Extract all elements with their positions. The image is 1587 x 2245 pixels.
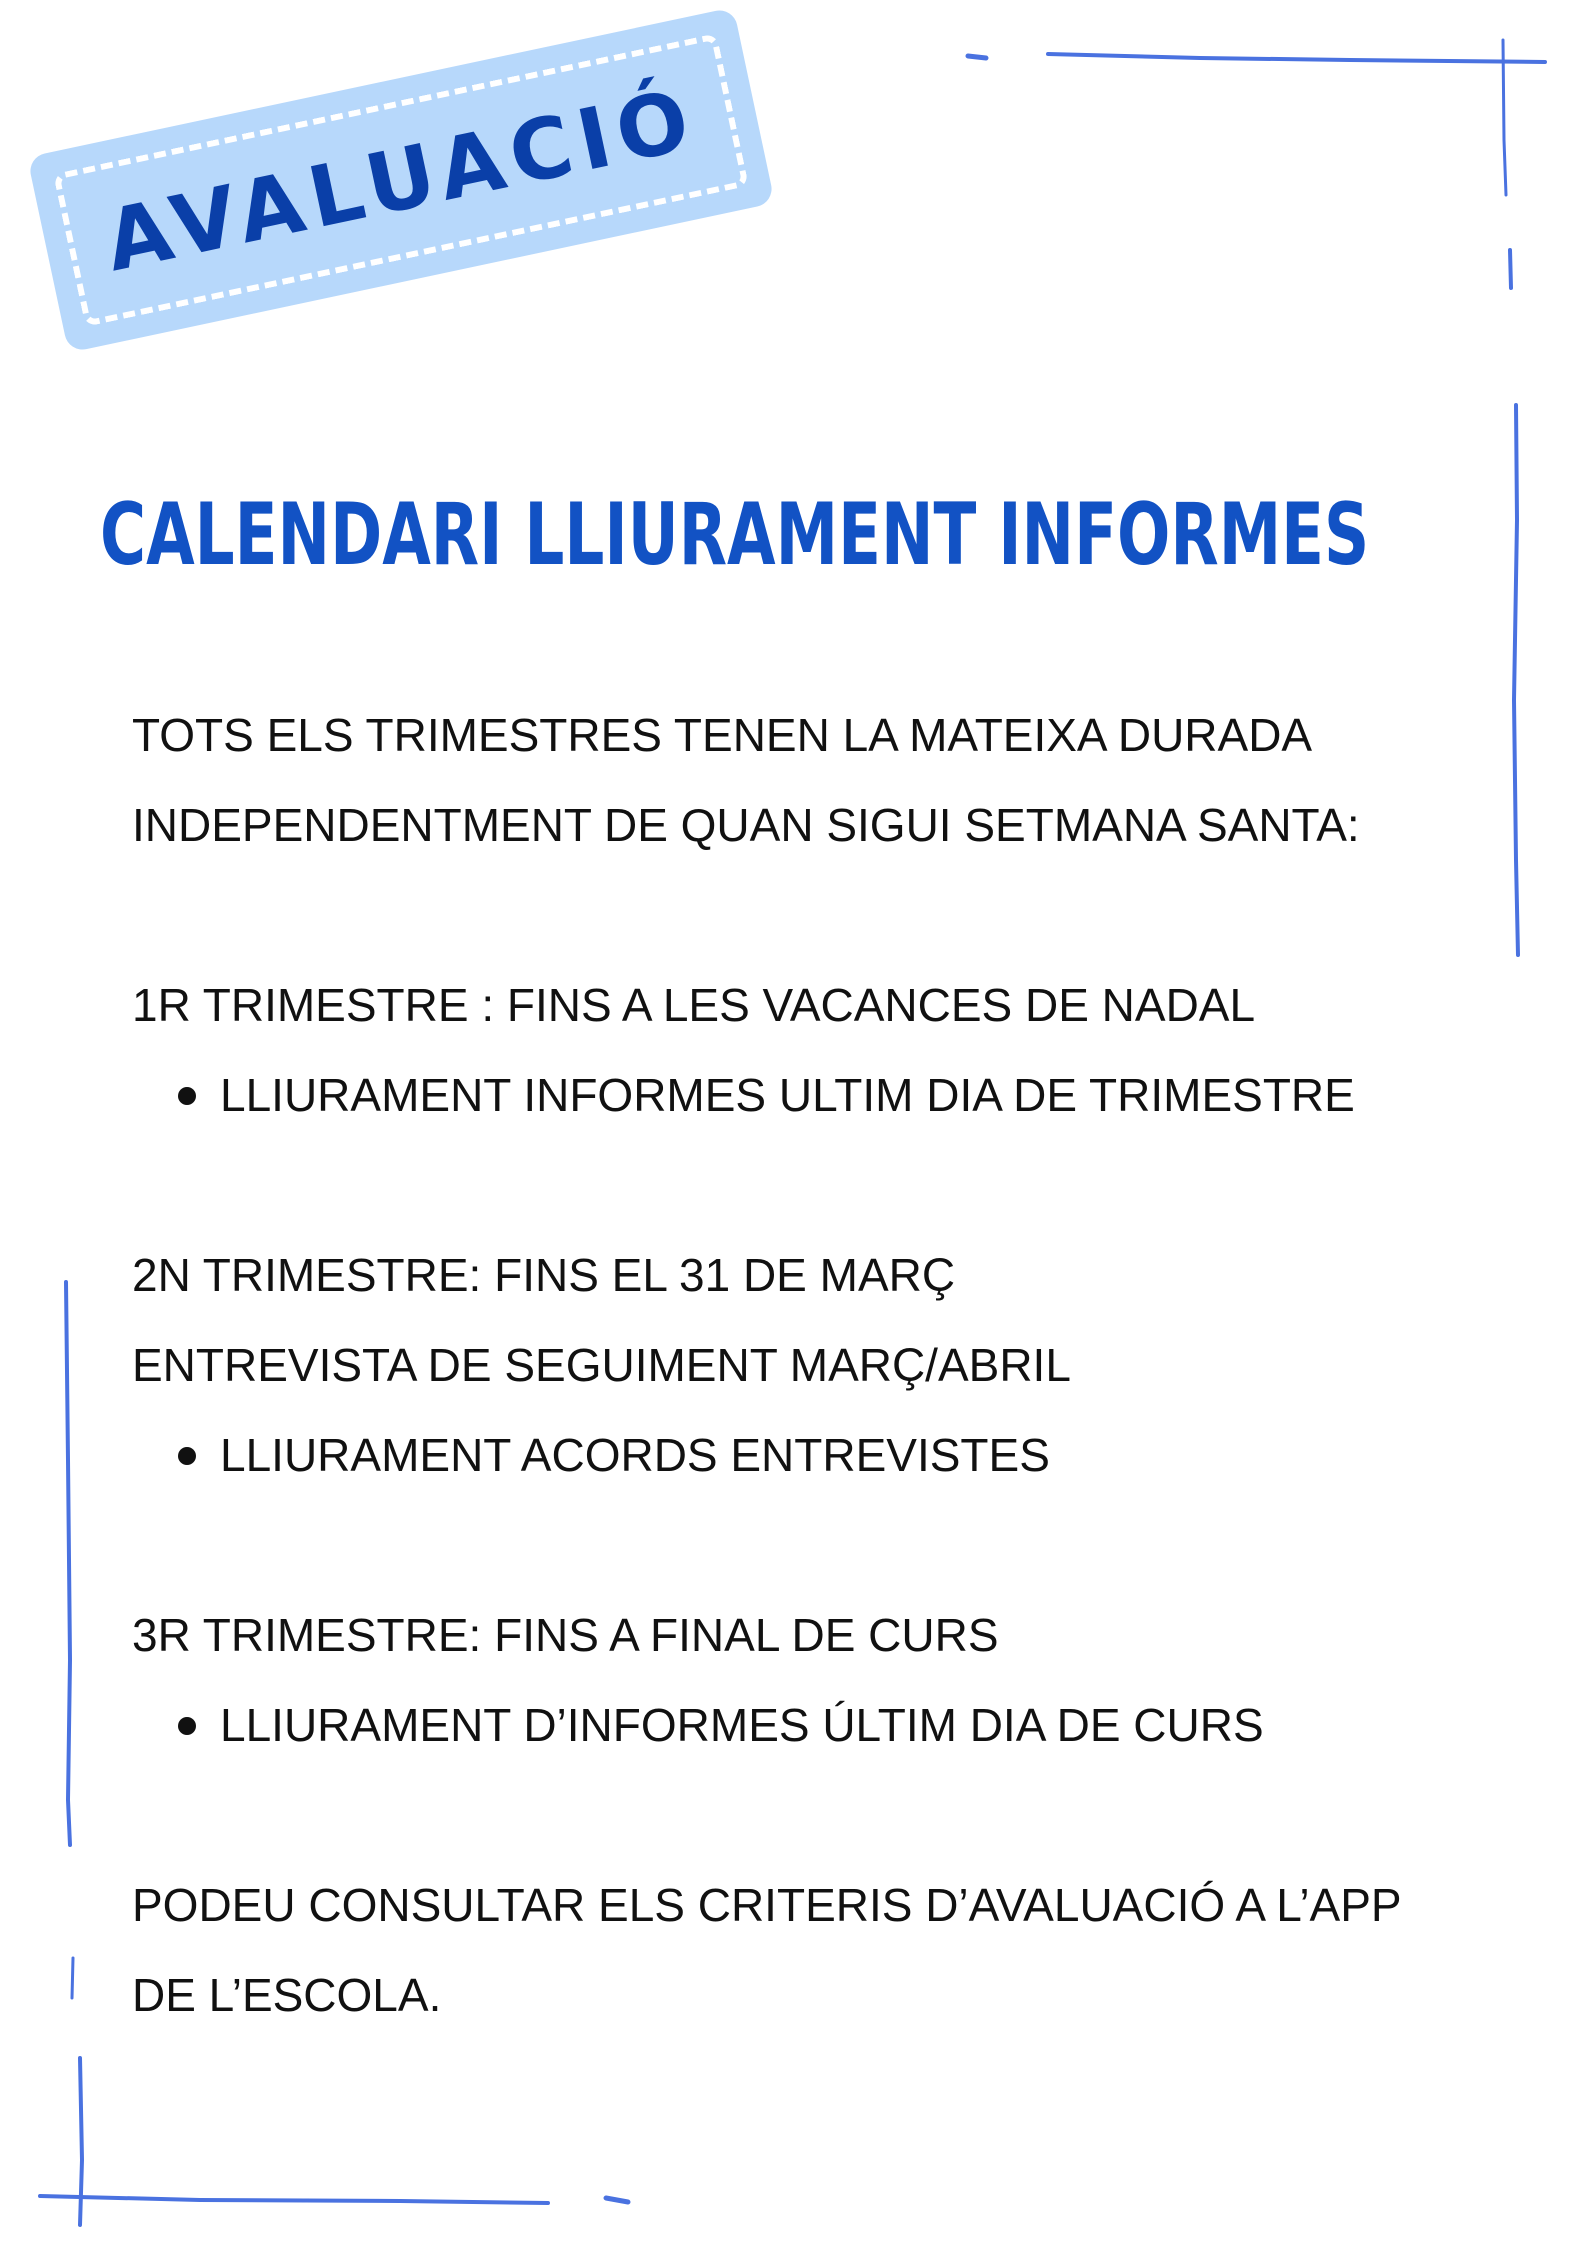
frame-stroke-top: [968, 56, 986, 58]
list-item-text: LLIURAMENT D’INFORMES ÚLTIM DIA DE CURS: [220, 1699, 1264, 1751]
frame-stroke-top: [1048, 54, 1545, 62]
badge-label: AVALUACIÓ: [96, 69, 706, 291]
term2-subheading: ENTREVISTA DE SEGUIMENT MARÇ/ABRIL: [132, 1339, 1071, 1391]
list-item-text: LLIURAMENT ACORDS ENTREVISTES: [220, 1429, 1050, 1481]
term1-heading: 1R TRIMESTRE : FINS A LES VACANCES DE NADAL: [132, 979, 1256, 1031]
footer-line: PODEU CONSULTAR ELS CRITERIS D’AVALUACIÓ A L’APP: [132, 1879, 1402, 1931]
list-item: [132, 1427, 1462, 1517]
page-title: CALENDARI LLIURAMENT INFORMES: [100, 485, 1370, 585]
bullet-icon: [178, 1717, 196, 1735]
frame-stroke-right: [1510, 250, 1511, 288]
frame-stroke-right: [1514, 405, 1518, 955]
frame-stroke-bottom: [606, 2198, 628, 2202]
bullet-icon: [178, 1447, 196, 1465]
frame-stroke-left: [66, 1282, 70, 1845]
intro-line: TOTS ELS TRIMESTRES TENEN LA MATEIXA DURADA: [132, 709, 1313, 761]
frame-stroke-bottom: [40, 2196, 548, 2203]
content: [132, 707, 1462, 2057]
bullet-icon: [178, 1087, 196, 1105]
list-item: [132, 1697, 1462, 1787]
term3-heading: 3R TRIMESTRE: FINS A FINAL DE CURS: [132, 1609, 999, 1661]
footer-line: DE L’ESCOLA.: [132, 1969, 442, 2021]
intro-line: INDEPENDENTMENT DE QUAN SIGUI SETMANA SANTA:: [132, 799, 1360, 851]
list-item: [132, 1067, 1462, 1157]
term2-heading: 2N TRIMESTRE: FINS EL 31 DE MARÇ: [132, 1249, 956, 1301]
frame-stroke-left: [72, 1958, 73, 1998]
list-item-text: LLIURAMENT INFORMES ULTIM DIA DE TRIMESTRE: [220, 1069, 1355, 1121]
frame-stroke-left: [80, 2058, 82, 2225]
